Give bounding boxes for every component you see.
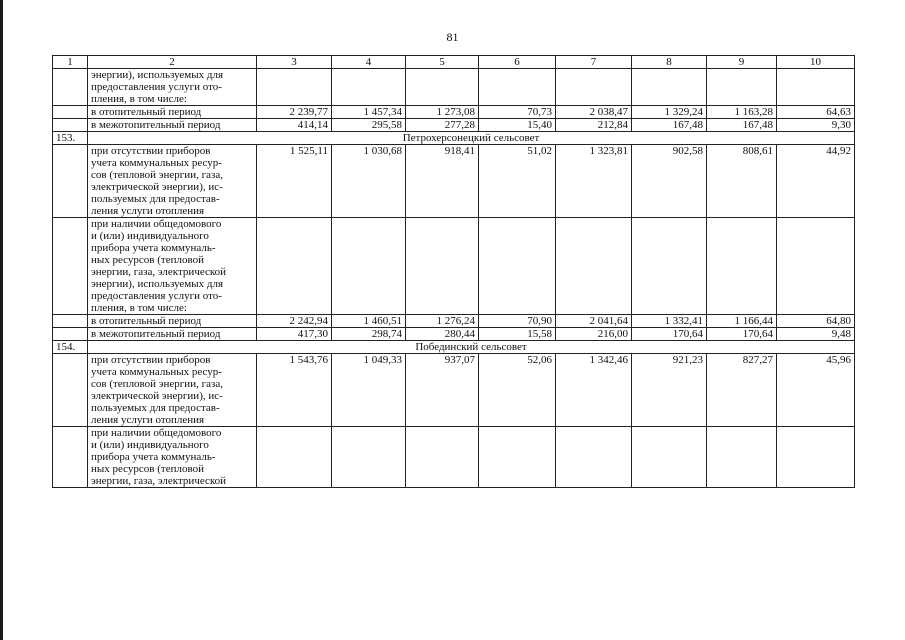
value-cell: 51,02: [479, 145, 556, 218]
empty-cell: [556, 427, 632, 488]
description-line: сов (тепловой энергии, газа,: [91, 169, 223, 181]
empty-cell: [556, 69, 632, 106]
row-index: [53, 315, 88, 328]
value-cell: 1 329,24: [632, 106, 707, 119]
page-number: 81: [446, 30, 459, 44]
row-index: [53, 354, 88, 427]
value-cell: 1 342,46: [556, 354, 632, 427]
row-description: [88, 69, 257, 106]
value-cell: 1 457,34: [332, 106, 406, 119]
value-cell: 902,58: [632, 145, 707, 218]
row-description: [88, 218, 257, 315]
description-line: пления, в том числе:: [91, 302, 187, 314]
description-line: учета коммунальных ресур-: [91, 366, 222, 378]
value-cell: 64,80: [777, 315, 855, 328]
table-row: [53, 315, 855, 328]
value-cell: 295,58: [332, 119, 406, 132]
value-cell: 1 049,33: [332, 354, 406, 427]
table-row: [53, 69, 855, 106]
table-row: [53, 119, 855, 132]
value-cell: 921,23: [632, 354, 707, 427]
empty-cell: [332, 218, 406, 315]
value-cell: 212,84: [556, 119, 632, 132]
value-cell: 1 332,41: [632, 315, 707, 328]
empty-cell: [257, 427, 332, 488]
row-description: [88, 354, 257, 427]
row-index: [53, 69, 88, 106]
table-row: [53, 218, 855, 315]
column-number: 5: [406, 56, 479, 69]
value-cell: 827,27: [707, 354, 777, 427]
empty-cell: [777, 427, 855, 488]
description-line: сов (тепловой энергии, газа,: [91, 378, 223, 390]
row-description: [88, 145, 257, 218]
empty-cell: [332, 427, 406, 488]
value-cell: 2 242,94: [257, 315, 332, 328]
row-index: [53, 145, 88, 218]
description-line: энергии, газа, электрической: [91, 266, 227, 278]
description-line: электрической энергии), ис-: [91, 390, 223, 402]
column-number: 3: [257, 56, 332, 69]
description-line: энергии, газа, электрической: [91, 475, 227, 487]
row-index: [53, 328, 88, 341]
value-cell: 9,30: [777, 119, 855, 132]
value-cell: 808,61: [707, 145, 777, 218]
value-cell: 52,06: [479, 354, 556, 427]
value-cell: 1 276,24: [406, 315, 479, 328]
value-cell: 417,30: [257, 328, 332, 341]
row-description: [88, 106, 257, 119]
row-index: [53, 218, 88, 315]
row-index: 153.: [53, 132, 88, 145]
description-line: и (или) индивидуального: [91, 439, 209, 451]
row-index: [53, 119, 88, 132]
column-number-row: [53, 56, 855, 69]
table-row: [53, 145, 855, 218]
description-line: в межотопительный период: [91, 119, 221, 131]
description-line: электрической энергии), ис-: [91, 181, 223, 193]
value-cell: 167,48: [632, 119, 707, 132]
table-row: [53, 106, 855, 119]
value-cell: 2 038,47: [556, 106, 632, 119]
value-cell: 1 273,08: [406, 106, 479, 119]
description-line: прибора учета коммуналь-: [91, 451, 216, 463]
section-title: Петрохерсонецкий сельсовет: [88, 132, 855, 145]
value-cell: 298,74: [332, 328, 406, 341]
row-index: 154.: [53, 341, 88, 354]
empty-cell: [632, 69, 707, 106]
empty-cell: [777, 69, 855, 106]
empty-cell: [707, 218, 777, 315]
empty-cell: [479, 427, 556, 488]
description-line: ления услуги отопления: [91, 205, 205, 217]
section-title: Побединский сельсовет: [88, 341, 855, 354]
description-line: при наличии общедомового: [91, 218, 222, 230]
scan-edge: [0, 0, 3, 640]
row-index: [53, 427, 88, 488]
column-number: 7: [556, 56, 632, 69]
column-number: 8: [632, 56, 707, 69]
empty-cell: [257, 218, 332, 315]
description-line: прибора учета коммуналь-: [91, 242, 216, 254]
empty-cell: [406, 427, 479, 488]
section-row: [53, 341, 855, 354]
row-description: [88, 427, 257, 488]
empty-cell: [707, 69, 777, 106]
value-cell: 1 323,81: [556, 145, 632, 218]
value-cell: 45,96: [777, 354, 855, 427]
value-cell: 170,64: [707, 328, 777, 341]
value-cell: 170,64: [632, 328, 707, 341]
empty-cell: [257, 69, 332, 106]
value-cell: 2 239,77: [257, 106, 332, 119]
empty-cell: [479, 218, 556, 315]
section-row: [53, 132, 855, 145]
empty-cell: [632, 218, 707, 315]
value-cell: 15,58: [479, 328, 556, 341]
description-line: ления услуги отопления: [91, 414, 205, 426]
column-number: 1: [53, 56, 88, 69]
value-cell: 1 543,76: [257, 354, 332, 427]
column-number: 10: [777, 56, 855, 69]
empty-cell: [556, 218, 632, 315]
value-cell: 1 166,44: [707, 315, 777, 328]
value-cell: 15,40: [479, 119, 556, 132]
table-row: [53, 328, 855, 341]
value-cell: 937,07: [406, 354, 479, 427]
description-line: в отопительный период: [91, 315, 202, 327]
value-cell: 216,00: [556, 328, 632, 341]
empty-cell: [632, 427, 707, 488]
value-cell: 1 163,28: [707, 106, 777, 119]
description-line: предоставления услуги ото-: [91, 81, 222, 93]
column-number: 9: [707, 56, 777, 69]
row-description: [88, 315, 257, 328]
empty-cell: [777, 218, 855, 315]
value-cell: 70,73: [479, 106, 556, 119]
empty-cell: [707, 427, 777, 488]
description-line: учета коммунальных ресур-: [91, 157, 222, 169]
value-cell: 277,28: [406, 119, 479, 132]
value-cell: 280,44: [406, 328, 479, 341]
value-cell: 1 525,11: [257, 145, 332, 218]
empty-cell: [406, 69, 479, 106]
value-cell: 167,48: [707, 119, 777, 132]
description-line: ных ресурсов (тепловой: [91, 254, 204, 266]
column-number: 2: [88, 56, 257, 69]
table-body: [53, 56, 855, 488]
value-cell: 9,48: [777, 328, 855, 341]
description-line: в отопительный период: [91, 106, 202, 118]
empty-cell: [406, 218, 479, 315]
tariff-table: [52, 55, 855, 488]
value-cell: 2 041,64: [556, 315, 632, 328]
description-line: пользуемых для предостав-: [91, 193, 220, 205]
description-line: ных ресурсов (тепловой: [91, 463, 204, 475]
column-number: 6: [479, 56, 556, 69]
description-line: и (или) индивидуального: [91, 230, 209, 242]
description-line: в межотопительный период: [91, 328, 221, 340]
row-description: [88, 119, 257, 132]
value-cell: 64,63: [777, 106, 855, 119]
table-row: [53, 354, 855, 427]
description-line: энергии), используемых для: [91, 278, 224, 290]
value-cell: 414,14: [257, 119, 332, 132]
value-cell: 918,41: [406, 145, 479, 218]
description-line: пления, в том числе:: [91, 93, 187, 105]
empty-cell: [332, 69, 406, 106]
value-cell: 70,90: [479, 315, 556, 328]
description-line: предоставления услуги ото-: [91, 290, 222, 302]
table-row: [53, 427, 855, 488]
column-number: 4: [332, 56, 406, 69]
value-cell: 44,92: [777, 145, 855, 218]
description-line: при отсутствии приборов: [91, 354, 211, 366]
value-cell: 1 460,51: [332, 315, 406, 328]
row-index: [53, 106, 88, 119]
description-line: пользуемых для предостав-: [91, 402, 220, 414]
value-cell: 1 030,68: [332, 145, 406, 218]
empty-cell: [479, 69, 556, 106]
description-line: энергии), используемых для: [91, 69, 224, 81]
description-line: при наличии общедомового: [91, 427, 222, 439]
description-line: при отсутствии приборов: [91, 145, 211, 157]
row-description: [88, 328, 257, 341]
